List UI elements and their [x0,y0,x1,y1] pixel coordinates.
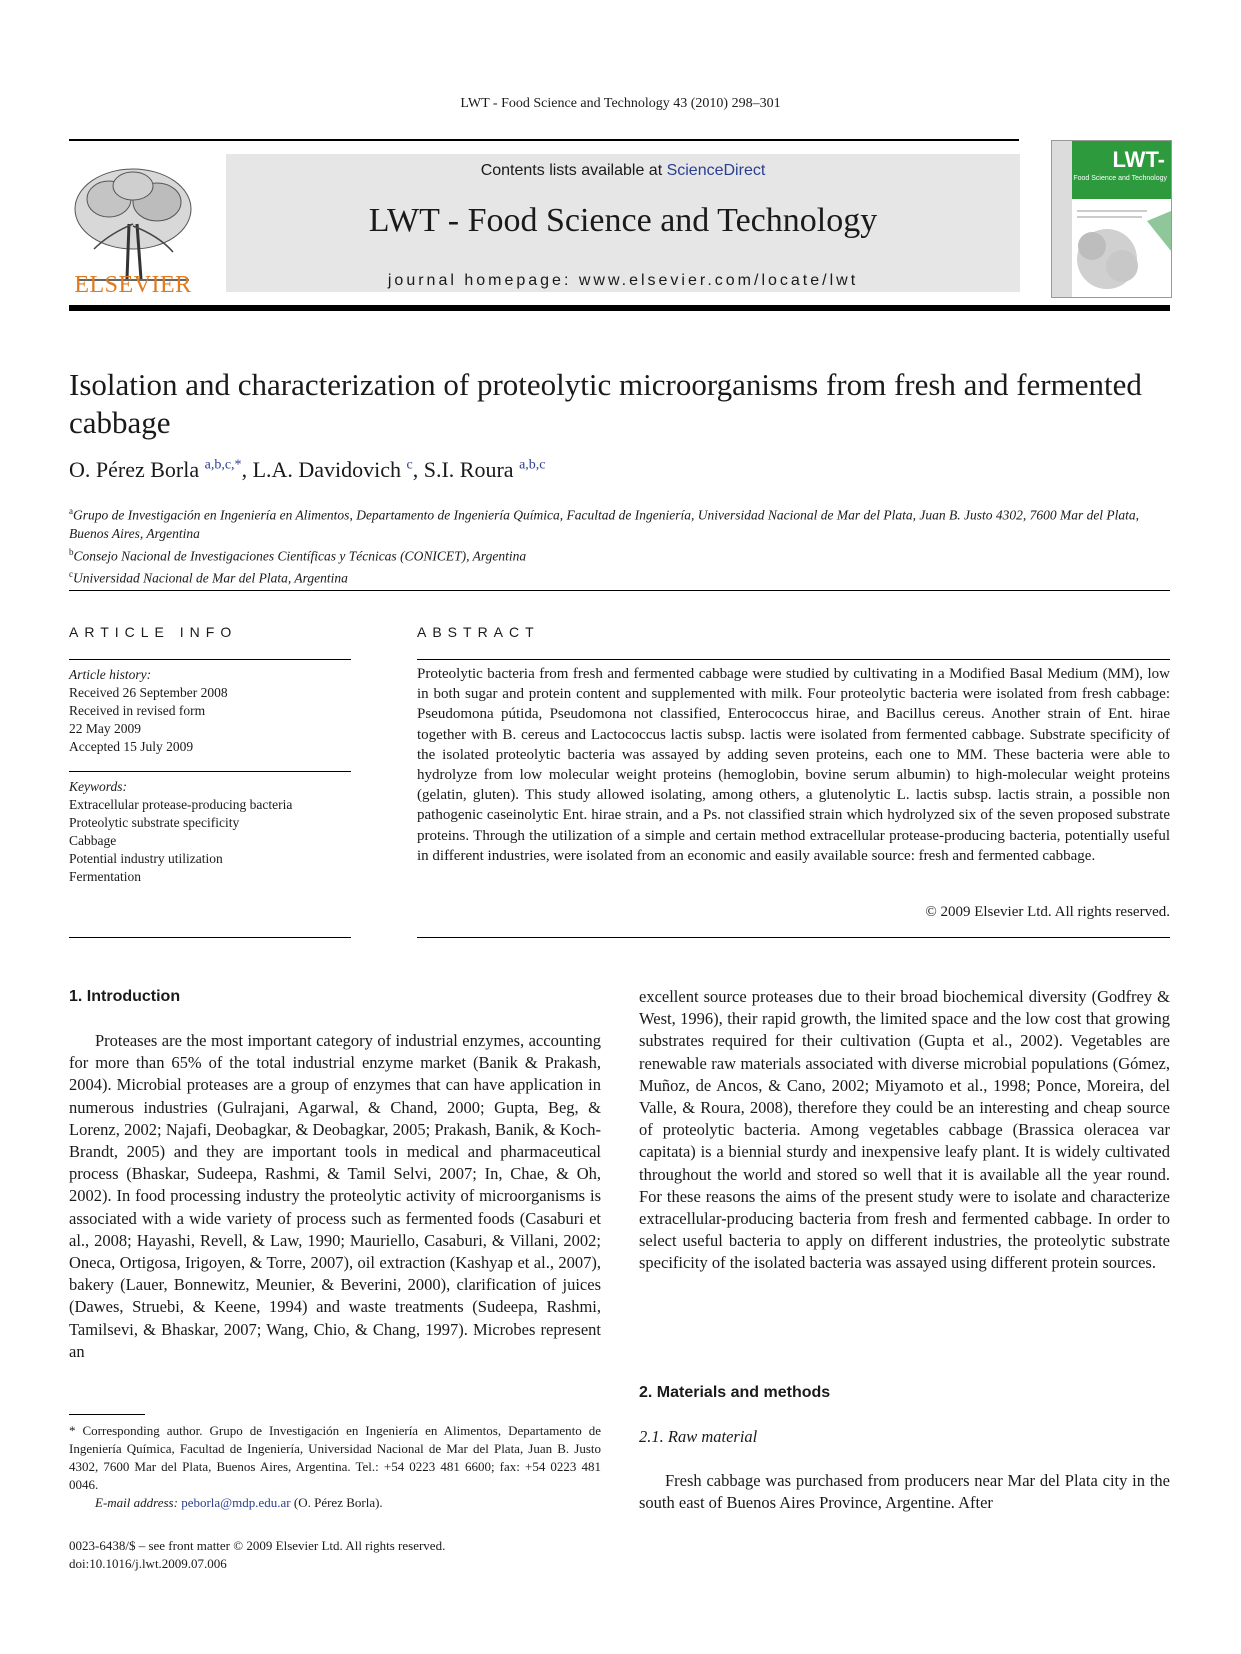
author-name: S.I. Roura [423,457,514,482]
author-list: O. Pérez Borla $^{a,b,c,*}$, L.A. Davidovich $^c$, S.I. Roura $^{a,b,c}$ [69,457,546,482]
issn-line: 0023-6438/$ – see front matter © 2009 Elsevier Ltd. All rights reserved. [69,1538,446,1553]
author-affil-marks[interactable]: a,b,c,* [204,457,242,473]
right-column-paragraph: excellent source proteases due to their broad biochemical diversity (Godfrey & West, 1996), their rapid growth, the limited space and the low cost that growing substrates required for their cultivation (Gupta et al., 2002). Vegetables are renewable raw materials associated with diverse microbial populations (Gómez, Muñoz, de Ancos, & Cano, 2002; Miyamoto et al., 1998; Ponce, Moreira, del Valle, & Roura, 2008), therefore they could be an interesting and cheap source of proteolytic bacteria. Among vegetables cabbage (Brassica oleracea var capitata) is a biennial sturdy and inexpensive leafy plant. It is widely cultivated throughout the world and stored so well that it is available all the year round. For these reasons the aims of the present study were to isolate and characterize extracellular-producing bacteria from fresh and fermented cabbage. In order to select useful bacteria to apply on different industries, the proteolytic substrate specificity of the isolated bacteria was assayed using different protein sources. [639,987,1170,1273]
email-link[interactable]: peborla@mdp.edu.ar [181,1495,291,1510]
keyword-item: Proteolytic substrate specificity [69,815,240,830]
abstract-text: Proteolytic bacteria from fresh and fermented cabbage were studied by cultivating in a Modified Basal Medium (MM), low in both sugar and protein content and supplemented with milk. Four proteolytic bacteria were isolated from fresh cabbage: Pseudomona pútida, Pseudomona not classified, Enterococcus hirae, and Bacillus cereus. Another strain of Ent. hirae together with B. cereus and Lactococcus lactis subsp. lactis were isolated from fermented cabbage. Substrate specificity of the isolated proteolytic bacteria was assayed by adding seven proteins, each one to MM. These bacteria were able to hydrolyze from low molecular weight proteins (hemoglobin, bovine serum albumin) to high-molecular weight proteins (gelatin, gluten). This study allowed isolating, among others, a glutenolytic L. lactis subsp. lactis strain, a possible non pathogenic caseinolytic Ent. hirae strain, and a Ps. not classified strain which hydrolyzed six of the seven proposed substrate proteins. Through the utilization of a simple and certain method extracellular protease-producing bacteria, potentially useful in different industries, were isolated from an economic and easily available source: fresh and fermented cabbage. [417,666,1170,864]
methods-heading: 2. Materials and methods [639,1384,831,1401]
history-item: Accepted 15 July 2009 [69,739,194,754]
history-item: 22 May 2009 [69,721,141,736]
keyword-item: Cabbage [69,833,117,848]
journal-homepage-link[interactable]: journal homepage: www.elsevier.com/locate/lwt [387,272,859,289]
history-item: Received 26 September 2008 [69,685,228,700]
keyword-item: Extracellular protease-producing bacteria [69,797,293,812]
section-divider [69,590,1170,591]
article-history: Article history: Received 26 September 2008 Received in revised form 22 May 2009 Accepted 15 July 2009 [69,666,351,756]
journal-name: LWT - Food Science and Technology [368,202,878,239]
journal-cover-thumbnail [1051,140,1172,298]
author-affil-marks[interactable]: a,b,c [519,457,546,473]
raw-material-heading: 2.1. Raw material [639,1427,758,1446]
sciencedirect-link[interactable]: ScienceDirect [666,162,766,179]
header-thick-rule [69,305,1170,311]
rule [69,771,351,772]
author-name: O. Pérez Borla [69,457,200,482]
rule [69,659,351,660]
elsevier-wordmark: ELSEVIER [74,272,192,298]
intro-heading: 1. Introduction [69,988,181,1005]
raw-material-paragraph: Fresh cabbage was purchased from producers near Mar del Plata city in the south east of Buenos Aires Province, Argentine. After [639,1471,1170,1513]
keyword-item: Potential industry utilization [69,851,223,866]
article-title: Isolation and characterization of proteolytic microorganisms from fresh and fermented cabbage [69,367,1142,440]
intro-paragraph: Proteases are the most important category of industrial enzymes, accounting for more than 65% of the total industrial enzyme market (Banik & Prakash, 2004). Microbial proteases are a group of enzymes that can have application in numerous industries (Gulrajani, Agarwal, & Chand, 2000; Gupta, Beg, & Lorenz, 2002; Najafi, Deobagkar, & Deobagkar, 2005; Prakash, Banik, & Koch-Brandt, 2005) and they are important tools in medical and pharmaceutical process (Bhaskar, Sudeepa, Rashmi, & Tamil Selvi, 2007; In, Chae, & Oh, 2002). In food processing industry the proteolytic activity of microorganisms is associated with a wide variety of process such as fermented foods (Casaburi et al., 2008; Hayashi, Revell, & Law, 1990; Mauriello, Casaburi, & Villani, 2002; Oneca, Ortigosa, Irigoyen, & Torre, 2007), oil extraction (Kashyap et al., 2007), bakery (Lauer, Bonnewitz, Meunier, & Beverini, 2000), clarification of juices (Dawes, Struebi, & Keene, 1994) and waste treatments (Sudeepa, Rashmi, Tamilsevi, & Bhaskar, 2007; Wang, Chio, & Chang, 1997). Microbes represent an [69,1031,601,1361]
footnote-rule [69,1414,145,1415]
affiliation-item: $^b$Consejo Nacional de Investigaciones Científicas y Técnicas (CONICET), Argentina [69,546,527,563]
abstract-copyright: © 2009 Elsevier Ltd. All rights reserved. [925,904,1170,920]
history-item: Received in revised form [69,703,206,718]
issn-doi-block [69,1537,629,1573]
journal-banner [226,154,1020,292]
article-info-heading: ARTICLE INFO [69,624,238,640]
cover-title: LWT- [1112,147,1165,172]
rule [69,937,351,938]
cover-subtitle: Food Science and Technology [1073,175,1167,182]
rule [417,659,1170,660]
rule [417,937,1170,938]
author-affil-marks[interactable]: c [406,457,413,473]
keywords: Keywords: Extracellular protease-producing bacteria Proteolytic substrate specificity Cabbage Potential industry utilization Fermentation [69,778,351,886]
author-name: L.A. Davidovich [252,457,402,482]
corresponding-author-footnote: * Corresponding author. Grupo de Investigación en Ingeniería en Alimentos, Departamento de Ingeniería Química, Facultad de Ingeniería, Universidad Nacional de Mar del Plata, Juan B. Justo 4302, 7600 Mar del Plata, Buenos Aires, Argentina. Tel.: +54 0223 481 6600; fax: +54 0223 481 0046. E-mail address: peborla@mdp.edu.ar (O. Pérez Borla). [69,1423,601,1510]
running-head: LWT - Food Science and Technology 43 (2010) 298–301 [460,96,781,111]
affiliations [69,502,1170,588]
contents-line: Contents lists available at ScienceDirect [480,162,766,179]
affiliation-item: $^a$Grupo de Investigación en Ingeniería en Alimentos, Departamento de Ingeniería Química, Facultad de Ingeniería, Universidad Nacional de Mar del Plata, Juan B. Justo 4302, 7600 Mar del Plata, Buenos Aires, Argentina [69,506,1140,541]
abstract-heading: ABSTRACT [417,624,540,640]
doi-line[interactable]: doi:10.1016/j.lwt.2009.07.006 [69,1556,227,1571]
keyword-item: Fermentation [69,869,141,884]
header-rule [69,139,1019,141]
affiliation-item: $^c$Universidad Nacional de Mar del Plata, Argentina [69,569,348,586]
